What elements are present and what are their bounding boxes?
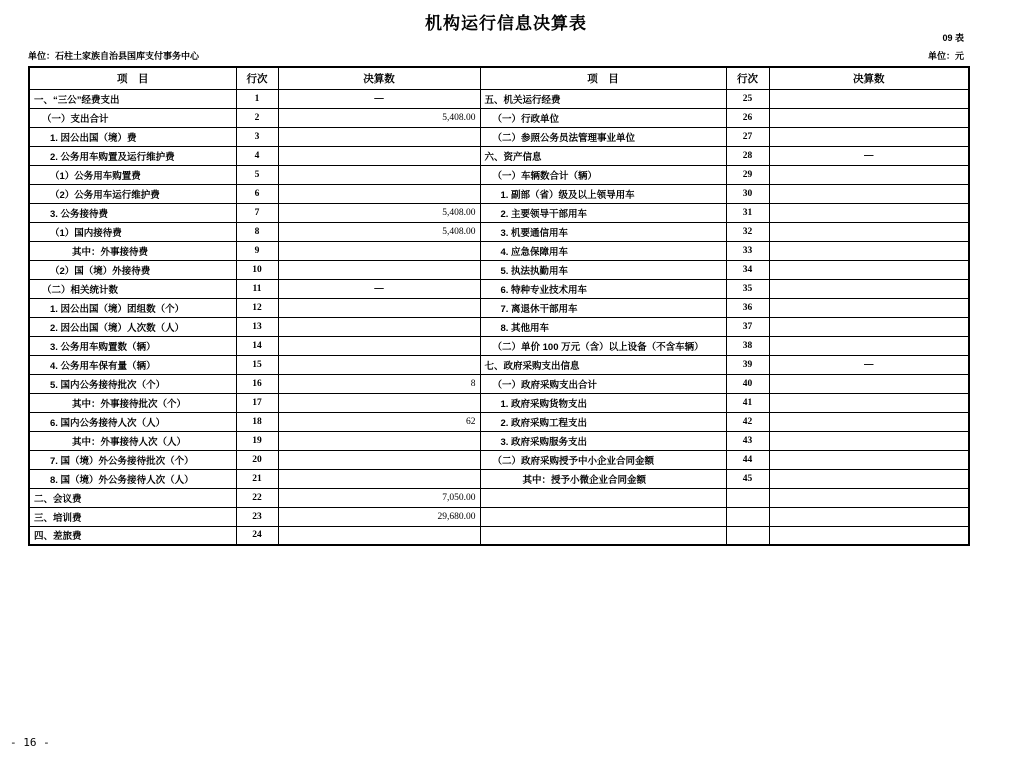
item-cell: （二）参照公务员法管理事业单位 bbox=[480, 127, 726, 146]
amount-cell: — bbox=[278, 89, 480, 108]
item-cell: （一）政府采购支出合计 bbox=[480, 374, 726, 393]
item-cell: 6. 特种专业技术用车 bbox=[480, 279, 726, 298]
line-no-cell: 6 bbox=[236, 184, 278, 203]
amount-cell: 62 bbox=[278, 412, 480, 431]
table-row bbox=[29, 488, 969, 507]
amount-cell bbox=[769, 393, 969, 412]
line-no-cell: 38 bbox=[726, 336, 769, 355]
item-cell: 5. 执法执勤用车 bbox=[480, 260, 726, 279]
item-cell: 其中：外事接待批次（个） bbox=[29, 393, 236, 412]
amount-cell bbox=[769, 431, 969, 450]
line-no-cell: 20 bbox=[236, 450, 278, 469]
line-no-cell bbox=[726, 507, 769, 526]
line-no-cell: 7 bbox=[236, 203, 278, 222]
item-cell: 其中：授予小微企业合同金额 bbox=[480, 469, 726, 488]
table-row bbox=[29, 450, 969, 469]
table-row bbox=[29, 146, 969, 165]
table-row bbox=[29, 507, 969, 526]
amount-cell bbox=[278, 146, 480, 165]
header-amount-left: 决算数 bbox=[278, 67, 480, 89]
table-row bbox=[29, 298, 969, 317]
line-no-cell: 21 bbox=[236, 469, 278, 488]
table-row bbox=[29, 393, 969, 412]
table-row bbox=[29, 108, 969, 127]
amount-cell bbox=[278, 317, 480, 336]
item-cell: 1. 政府采购货物支出 bbox=[480, 393, 726, 412]
line-no-cell: 8 bbox=[236, 222, 278, 241]
table-row bbox=[29, 260, 969, 279]
item-cell bbox=[480, 507, 726, 526]
amount-cell bbox=[278, 431, 480, 450]
table-row bbox=[29, 165, 969, 184]
amount-cell: — bbox=[278, 279, 480, 298]
unit-currency: 单位：元 bbox=[927, 51, 964, 61]
item-cell: （二）单价 100 万元（含）以上设备（不含车辆） bbox=[480, 336, 726, 355]
amount-cell bbox=[278, 184, 480, 203]
amount-cell bbox=[769, 412, 969, 431]
item-cell: 其中：外事接待费 bbox=[29, 241, 236, 260]
amount-cell: 7,050.00 bbox=[278, 488, 480, 507]
amount-cell bbox=[769, 507, 969, 526]
line-no-cell: 28 bbox=[726, 146, 769, 165]
amount-cell bbox=[278, 165, 480, 184]
item-cell: 7. 国（境）外公务接待批次（个） bbox=[29, 450, 236, 469]
item-cell: 2. 政府采购工程支出 bbox=[480, 412, 726, 431]
item-cell: 2. 公务用车购置及运行维护费 bbox=[29, 146, 236, 165]
table-row bbox=[29, 336, 969, 355]
amount-cell: 5,408.00 bbox=[278, 222, 480, 241]
item-cell: 6. 国内公务接待人次（人） bbox=[29, 412, 236, 431]
line-no-cell: 11 bbox=[236, 279, 278, 298]
line-no-cell: 34 bbox=[726, 260, 769, 279]
table-row bbox=[29, 89, 969, 108]
line-no-cell: 24 bbox=[236, 526, 278, 545]
line-no-cell: 18 bbox=[236, 412, 278, 431]
item-cell: 5. 国内公务接待批次（个） bbox=[29, 374, 236, 393]
line-no-cell: 22 bbox=[236, 488, 278, 507]
accounts-table bbox=[28, 66, 970, 546]
amount-cell bbox=[769, 526, 969, 545]
item-cell: （1）国内接待费 bbox=[29, 222, 236, 241]
amount-cell bbox=[769, 450, 969, 469]
line-no-cell: 42 bbox=[726, 412, 769, 431]
amount-cell bbox=[769, 241, 969, 260]
item-cell: 3. 公务接待费 bbox=[29, 203, 236, 222]
amount-cell bbox=[769, 260, 969, 279]
line-no-cell: 23 bbox=[236, 507, 278, 526]
line-no-cell: 37 bbox=[726, 317, 769, 336]
amount-cell: 5,408.00 bbox=[278, 203, 480, 222]
line-no-cell: 36 bbox=[726, 298, 769, 317]
line-no-cell bbox=[726, 526, 769, 545]
unit-name: 单位：石柱土家族自治县国库支付事务中心 bbox=[28, 51, 200, 61]
table-row bbox=[29, 279, 969, 298]
line-no-cell: 26 bbox=[726, 108, 769, 127]
table-row bbox=[29, 184, 969, 203]
amount-cell: — bbox=[769, 146, 969, 165]
table-row bbox=[29, 431, 969, 450]
amount-cell bbox=[769, 279, 969, 298]
table-row bbox=[29, 469, 969, 488]
item-cell: （一）支出合计 bbox=[29, 108, 236, 127]
line-no-cell: 40 bbox=[726, 374, 769, 393]
amount-cell: 5,408.00 bbox=[278, 108, 480, 127]
item-cell: 二、会议费 bbox=[29, 488, 236, 507]
amount-cell bbox=[278, 469, 480, 488]
amount-cell: 29,680.00 bbox=[278, 507, 480, 526]
item-cell: （二）相关统计数 bbox=[29, 279, 236, 298]
line-no-cell: 19 bbox=[236, 431, 278, 450]
amount-cell bbox=[769, 222, 969, 241]
line-no-cell: 15 bbox=[236, 355, 278, 374]
table-row bbox=[29, 412, 969, 431]
item-cell: （1）公务用车购置费 bbox=[29, 165, 236, 184]
line-no-cell: 16 bbox=[236, 374, 278, 393]
line-no-cell: 31 bbox=[726, 203, 769, 222]
amount-cell bbox=[769, 469, 969, 488]
line-no-cell: 2 bbox=[236, 108, 278, 127]
table-row bbox=[29, 317, 969, 336]
table-row bbox=[29, 374, 969, 393]
line-no-cell: 17 bbox=[236, 393, 278, 412]
line-no-cell: 1 bbox=[236, 89, 278, 108]
item-cell: 1. 因公出国（境）团组数（个） bbox=[29, 298, 236, 317]
line-no-cell: 9 bbox=[236, 241, 278, 260]
line-no-cell: 44 bbox=[726, 450, 769, 469]
item-cell: 三、培训费 bbox=[29, 507, 236, 526]
table-row bbox=[29, 222, 969, 241]
item-cell: 四、差旅费 bbox=[29, 526, 236, 545]
header-line-no-left: 行次 bbox=[236, 67, 278, 89]
line-no-cell: 39 bbox=[726, 355, 769, 374]
item-cell: 1. 副部（省）级及以上领导用车 bbox=[480, 184, 726, 203]
amount-cell bbox=[769, 203, 969, 222]
amount-cell: 8 bbox=[278, 374, 480, 393]
amount-cell bbox=[769, 374, 969, 393]
header-amount-right: 决算数 bbox=[769, 67, 969, 89]
item-cell: （一）车辆数合计（辆） bbox=[480, 165, 726, 184]
item-cell bbox=[480, 526, 726, 545]
item-cell: （二）政府采购授予中小企业合同金额 bbox=[480, 450, 726, 469]
table-row bbox=[29, 127, 969, 146]
amount-cell bbox=[278, 260, 480, 279]
item-cell: （2）国（境）外接待费 bbox=[29, 260, 236, 279]
line-no-cell: 4 bbox=[236, 146, 278, 165]
header-item-left: 项 目 bbox=[29, 67, 236, 89]
amount-cell bbox=[769, 336, 969, 355]
amount-cell: — bbox=[769, 355, 969, 374]
amount-cell bbox=[278, 393, 480, 412]
item-cell: 其中：外事接待人次（人） bbox=[29, 431, 236, 450]
item-cell bbox=[480, 488, 726, 507]
line-no-cell: 27 bbox=[726, 127, 769, 146]
line-no-cell: 12 bbox=[236, 298, 278, 317]
line-no-cell: 41 bbox=[726, 393, 769, 412]
amount-cell bbox=[769, 89, 969, 108]
line-no-cell: 10 bbox=[236, 260, 278, 279]
line-no-cell: 32 bbox=[726, 222, 769, 241]
amount-cell bbox=[769, 317, 969, 336]
item-cell: 七、政府采购支出信息 bbox=[480, 355, 726, 374]
item-cell: （2）公务用车运行维护费 bbox=[29, 184, 236, 203]
table-row bbox=[29, 203, 969, 222]
line-no-cell: 5 bbox=[236, 165, 278, 184]
line-no-cell: 43 bbox=[726, 431, 769, 450]
item-cell: 六、资产信息 bbox=[480, 146, 726, 165]
amount-cell bbox=[769, 165, 969, 184]
amount-cell bbox=[278, 336, 480, 355]
item-cell: 4. 公务用车保有量（辆） bbox=[29, 355, 236, 374]
page-title: 机构运行信息决算表 bbox=[425, 14, 587, 33]
item-cell: 3. 政府采购服务支出 bbox=[480, 431, 726, 450]
amount-cell bbox=[278, 526, 480, 545]
amount-cell bbox=[278, 450, 480, 469]
table-number: 09 表 bbox=[942, 33, 964, 43]
amount-cell bbox=[278, 298, 480, 317]
line-no-cell: 33 bbox=[726, 241, 769, 260]
item-cell: 3. 机要通信用车 bbox=[480, 222, 726, 241]
amount-cell bbox=[278, 355, 480, 374]
amount-cell bbox=[278, 127, 480, 146]
line-no-cell: 29 bbox=[726, 165, 769, 184]
item-cell: 2. 主要领导干部用车 bbox=[480, 203, 726, 222]
item-cell: 7. 离退休干部用车 bbox=[480, 298, 726, 317]
header-row bbox=[29, 67, 969, 89]
table-row bbox=[29, 241, 969, 260]
page-number: - 16 - bbox=[10, 736, 50, 749]
table-row bbox=[29, 355, 969, 374]
amount-cell bbox=[769, 108, 969, 127]
amount-cell bbox=[769, 298, 969, 317]
amount-cell bbox=[769, 127, 969, 146]
header-line-no-right: 行次 bbox=[726, 67, 769, 89]
line-no-cell: 45 bbox=[726, 469, 769, 488]
line-no-cell: 35 bbox=[726, 279, 769, 298]
item-cell: 8. 国（境）外公务接待人次（人） bbox=[29, 469, 236, 488]
item-cell: 4. 应急保障用车 bbox=[480, 241, 726, 260]
item-cell: 3. 公务用车购置数（辆） bbox=[29, 336, 236, 355]
item-cell: 8. 其他用车 bbox=[480, 317, 726, 336]
amount-cell bbox=[769, 184, 969, 203]
line-no-cell bbox=[726, 488, 769, 507]
table-row bbox=[29, 526, 969, 545]
item-cell: 1. 因公出国（境）费 bbox=[29, 127, 236, 146]
line-no-cell: 30 bbox=[726, 184, 769, 203]
line-no-cell: 14 bbox=[236, 336, 278, 355]
item-cell: （一）行政单位 bbox=[480, 108, 726, 127]
item-cell: 2. 因公出国（境）人次数（人） bbox=[29, 317, 236, 336]
header-item-right: 项 目 bbox=[480, 67, 726, 89]
line-no-cell: 13 bbox=[236, 317, 278, 336]
amount-cell bbox=[278, 241, 480, 260]
item-cell: 一、“三公”经费支出 bbox=[29, 89, 236, 108]
line-no-cell: 3 bbox=[236, 127, 278, 146]
amount-cell bbox=[769, 488, 969, 507]
item-cell: 五、机关运行经费 bbox=[480, 89, 726, 108]
line-no-cell: 25 bbox=[726, 89, 769, 108]
